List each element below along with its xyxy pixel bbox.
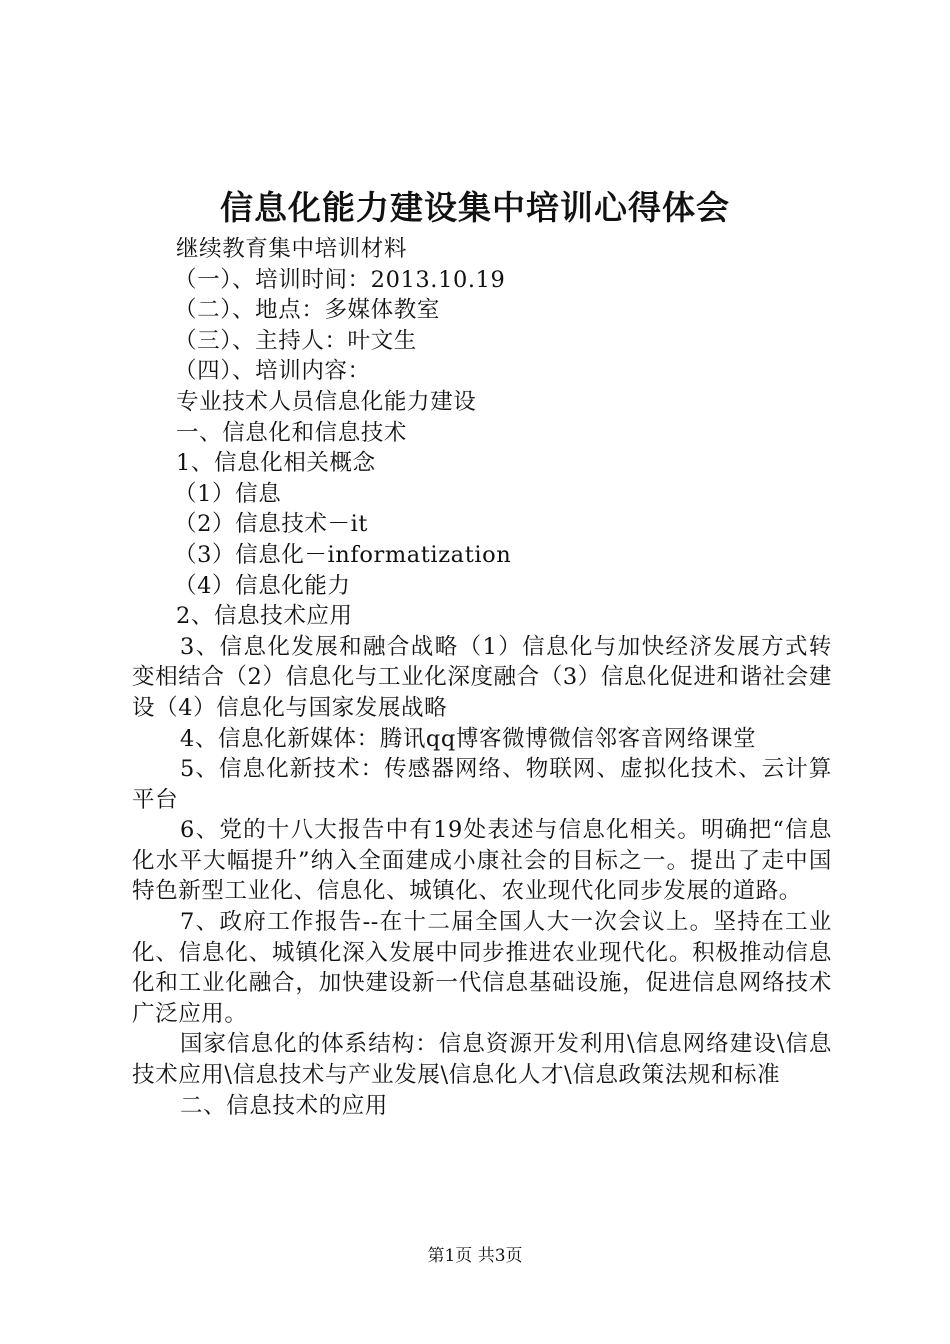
line-host: （三）、主持人：叶文生 xyxy=(174,327,417,354)
list-item: （1）信息 xyxy=(174,480,282,507)
line-content-heading: （四）、培训内容： xyxy=(174,358,371,385)
line-location: （二）、地点：多媒体教室 xyxy=(174,297,440,324)
line-subject: 专业技术人员信息化能力建设 xyxy=(176,388,477,415)
section-heading-2: 二、信息技术的应用 xyxy=(180,1092,388,1119)
subsection-heading-1: 1、信息化相关概念 xyxy=(176,450,376,477)
paragraph-strategy: 3、信息化发展和融合战略（1）信息化与加快经济发展方式转变相结合（2）信息化与工业化深度融合（3）信息化促进和谐社会建设（4）信息化与国家发展战略 xyxy=(132,633,832,721)
document-title: 信息化能力建设集中培训心得体会 xyxy=(220,188,730,227)
line-training-time: （一）、培训时间：2013.10.19 xyxy=(174,266,506,293)
paragraph-new-media: 4、信息化新媒体：腾讯qq博客微博微信邻客音网络课堂 xyxy=(180,725,757,752)
paragraph-government-report: 7、政府工作报告--在十二届全国人大一次会议上。坚持在工业化、信息化、城镇化深入发展中同步推进农业现代化。积极推动信息化和工业化融合，加快建设新一代信息基础设施，促进信息网络技术广泛应用。 xyxy=(132,909,832,1027)
section-heading-1: 一、信息化和信息技术 xyxy=(176,419,408,446)
paragraph-new-tech: 5、信息化新技术：传感器网络、物联网、虚拟化技术、云计算平台 xyxy=(132,756,832,813)
list-item: （2）信息技术－it xyxy=(174,511,369,538)
document-body xyxy=(132,234,832,1121)
list-item: （4）信息化能力 xyxy=(174,572,351,599)
paragraph-system-structure: 国家信息化的体系结构：信息资源开发利用\信息网络建设\信息技术应用\信息技术与产业发展\信息化人才\信息政策法规和标准 xyxy=(132,1031,832,1089)
line-material: 继续教育集中培训材料 xyxy=(176,236,408,262)
subsection-heading-2: 2、信息技术应用 xyxy=(176,603,353,630)
page-footer: 第1页 共3页 xyxy=(427,1246,523,1266)
list-item: （3）信息化－informatization xyxy=(174,541,512,568)
paragraph-congress-report: 6、党的十八大报告中有19处表述与信息化相关。明确把“信息化水平大幅提升”纳入全面建成小康社会的目标之一。提出了走中国特色新型工业化、信息化、城镇化、农业现代化同步发展的道路。 xyxy=(132,817,832,905)
